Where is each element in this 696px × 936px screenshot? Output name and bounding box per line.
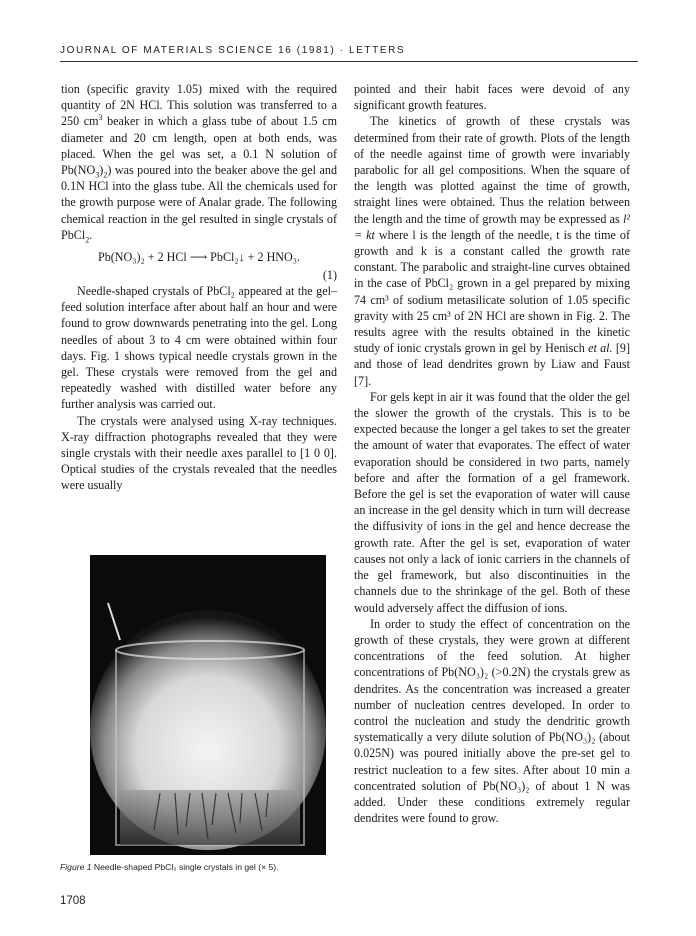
page-number: 1708 (60, 895, 86, 907)
beaker-photo-image (90, 555, 326, 855)
paragraph-evaporation: For gels kept in air it was found that the older the gel the slower the growth of the crystals. This is to be expected because the longer a gel takes to set the greater the amount of water that evaporates. The effect of water evaporation should be considered in two parts, namely before and after the formation of a gel framework. Before the gel is set the evaporation of water will cause an increase in the gel density which in turn will decrease the diffusivity of ions in the gel and hence decrease the growth rate. After the gel is set, evaporation of water causes not only a lack of ionic carriers in the channels of the gel framework, but also discontinuities in the channels due to the shrinkage of the gel. Both of these would adversely affect the diffusion of ions. (354, 389, 630, 615)
reaction-equation (61, 249, 337, 283)
equation-text: Pb(NO₃)₂ + 2 HCl ⟶ PbCl₂↓ + 2 HNO₃. (97, 250, 301, 265)
paragraph-needles: Needle-shaped crystals of PbCl₂ appeared at the gel–feed solution interface after about half an hour and were found to grow downwards penetrating into the gel. Long needles of about 3 to 4 cm were obtained within four days. Fig. 1 shows typical needle crystals grown in the gel. These crystals were removed from the gel and repeatedly washed with distilled water before any further analysis was carried out. (61, 284, 337, 412)
right-column (354, 81, 630, 826)
figure-label: Figure 1 (60, 862, 92, 872)
paragraph-habit: pointed and their habit faces were devoid of any significant growth features. (354, 82, 630, 113)
figure-caption: Figure 1 Needle-shaped PbCl₂ single crystals in gel (× 5). (60, 862, 279, 872)
growth-formula: l² = kt (354, 211, 630, 242)
figure-1-photograph (90, 555, 326, 855)
paragraph-xray: The crystals were analysed using X-ray techniques. X-ray diffraction photographs revealed that they were single crystals with their needle axes parallel to [1 0 0]. Optical studies of the crystals revealed that the needles were usually (61, 413, 337, 493)
running-header: JOURNAL OF MATERIALS SCIENCE 16 (1981) · LETTERS (60, 45, 638, 62)
left-column (61, 81, 337, 494)
paragraph-method: tion (specific gravity 1.05) mixed with the required quantity of 2N HCl. This solution was transferred to a 250 $cm^3$ beaker in which a glass tube of about 1.5 cm diameter and 20 cm length, open at both ends, was placed. When the gel was set, a 0.1 N solution of $Pb(NO_3)_2$) was poured into the beaker above the gel and 0.1N HCl into the glass tube. All the chemicals used for the growth purpose were of Analar grade. The following chemical reaction in the gel resulted in single crystals of PbCl$_2$. (61, 82, 337, 245)
equation-number: (1) (322, 268, 337, 283)
paragraph-kinetics: The kinetics of growth of these crystals was determined from their rate of growth. Plots of the length of the needle against time of growth were invariably parabolic for all gel compositions. When the square of the length was plotted against the time of growth, straight lines were obtained. Thus the relation between the length and the time of growth may be expressed as l² = kt where l is the length of the needle, t is the time of growth and k is a constant called the growth rate constant. The parabolic and straight-line curves obtained in the case of PbCl₂ grown in a gel prepared by mixing 74 cm³ of sodium metasilicate solution of 1.05 specific gravity with 25 cm³ of 2N HCl are shown in Fig. 2. The results agree with the results obtained in the kinetic study of ionic crystals grown in gel by Henisch et al. [9] and those of lead dendrites grown by Liaw and Faust [7]. (354, 114, 630, 388)
paragraph-concentration: In order to study the effect of concentration on the growth of these crystals, they were grown at different concentrations of the feed solution. At higher concentrations of Pb(NO₃)₂ (>0.2N) the crystals grew as dendrites. As the concentration was increased a greater number of nucleation centres developed. In order to control the nucleation and study the dendritic growth systematically a very dilute solution of Pb(NO₃)₂ (about 0.025N) was poured initially above the pre-set gel to restrict nucleation to a few sites. After about 10 min a concentrated solution of Pb(NO₃)₂ of about 1 N was added. Under these conditions extremely regular dendrites were found to grow. (354, 616, 630, 826)
